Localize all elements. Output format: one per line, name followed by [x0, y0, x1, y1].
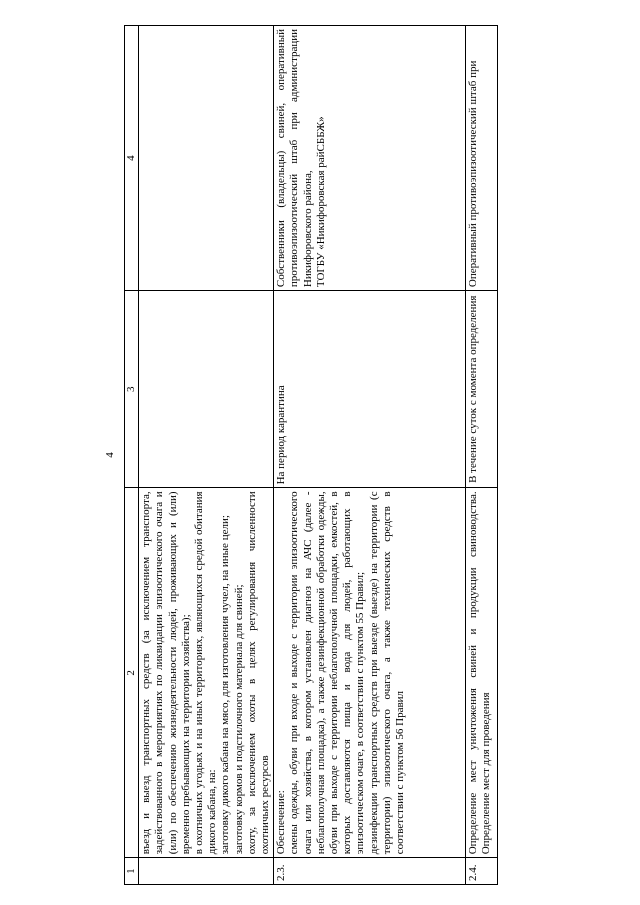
measure-text: Определение мест уничтожения свиней и продукции свиноводства. Определение мест для проведения — [467, 491, 493, 855]
executor-cell — [466, 26, 498, 291]
executor-text: Собственники (владельцы) свиней, оперативный противоэпизоотический штаб при администрации Никифоровского района, — [275, 29, 314, 288]
page-number: 4 — [104, 452, 116, 458]
term-cell: В течение суток с момента определения — [466, 291, 498, 488]
term-cell — [139, 291, 274, 488]
executor-cell — [139, 26, 274, 291]
measures-table — [124, 25, 498, 885]
measures-cell — [466, 488, 498, 858]
row-number: 2.3. — [274, 858, 466, 885]
table-row — [274, 26, 466, 885]
measure-text: смены одежды, обуви при входе и выходе с территории эпизоотического очага или хозяйства, в котором установлен диагноз на АЧС (далее - неблагополучная площадка), а также дезинфекционной обработки одежды, обуви при выходе с территории неблагополучной площадки, емкостей, в которых доставляются пища и вода для людей, работающих в эпизоотическом очаге, в соответствии с пунктом 55 Правил; — [288, 491, 367, 855]
row-number — [139, 858, 274, 885]
term-cell: На период карантина — [274, 291, 466, 488]
table-row — [139, 26, 274, 885]
measures-cell — [139, 488, 274, 858]
measure-text: охоту, за исключением охоты в целях регулирования численности охотничьих ресурсов — [245, 491, 272, 855]
measure-text: заготовку дикого кабана на мясо, для изготовления чучел, на иные цели; — [219, 515, 232, 855]
executor-cell — [274, 26, 466, 291]
row-number: 2.4. — [466, 858, 498, 885]
header-col-3: 3 — [125, 291, 139, 488]
measure-text: Обеспечение: — [275, 790, 288, 855]
measure-text: в охотничьих угодьях и на иных территориях, являющихся средой обитания дикого кабана, на: — [193, 491, 219, 855]
rotated-sheet — [104, 25, 536, 885]
header-col-4: 4 — [125, 26, 139, 291]
table-header-row — [125, 26, 139, 885]
header-col-2: 2 — [125, 488, 139, 858]
measure-text: заготовку кормов и подстилочного материала для свиней; — [232, 584, 245, 855]
executor-text: Оперативный противоэпизоотический штаб при — [467, 60, 480, 288]
measure-text: дезинфекции транспортных средств при выезде (выезде) на территории (с территории) эпизоотического очага, а также технических средств в соответствии с пунктом 56 Правил — [367, 491, 407, 855]
header-col-1: 1 — [125, 858, 139, 885]
measure-text: въезд и выезд транспортных средств (за исключением транспорта, задействованного в мероприятиях по ликвидации эпизоотического очага и (или) по обеспечению жизнедеятельности людей, проживающих и (или) временно пребывающих на территории хозяйства); — [140, 491, 192, 855]
executor-text: ТОГБУ «Никифоровская райСББЖ» — [314, 116, 327, 288]
table-row — [466, 26, 498, 885]
measures-cell — [274, 488, 466, 858]
